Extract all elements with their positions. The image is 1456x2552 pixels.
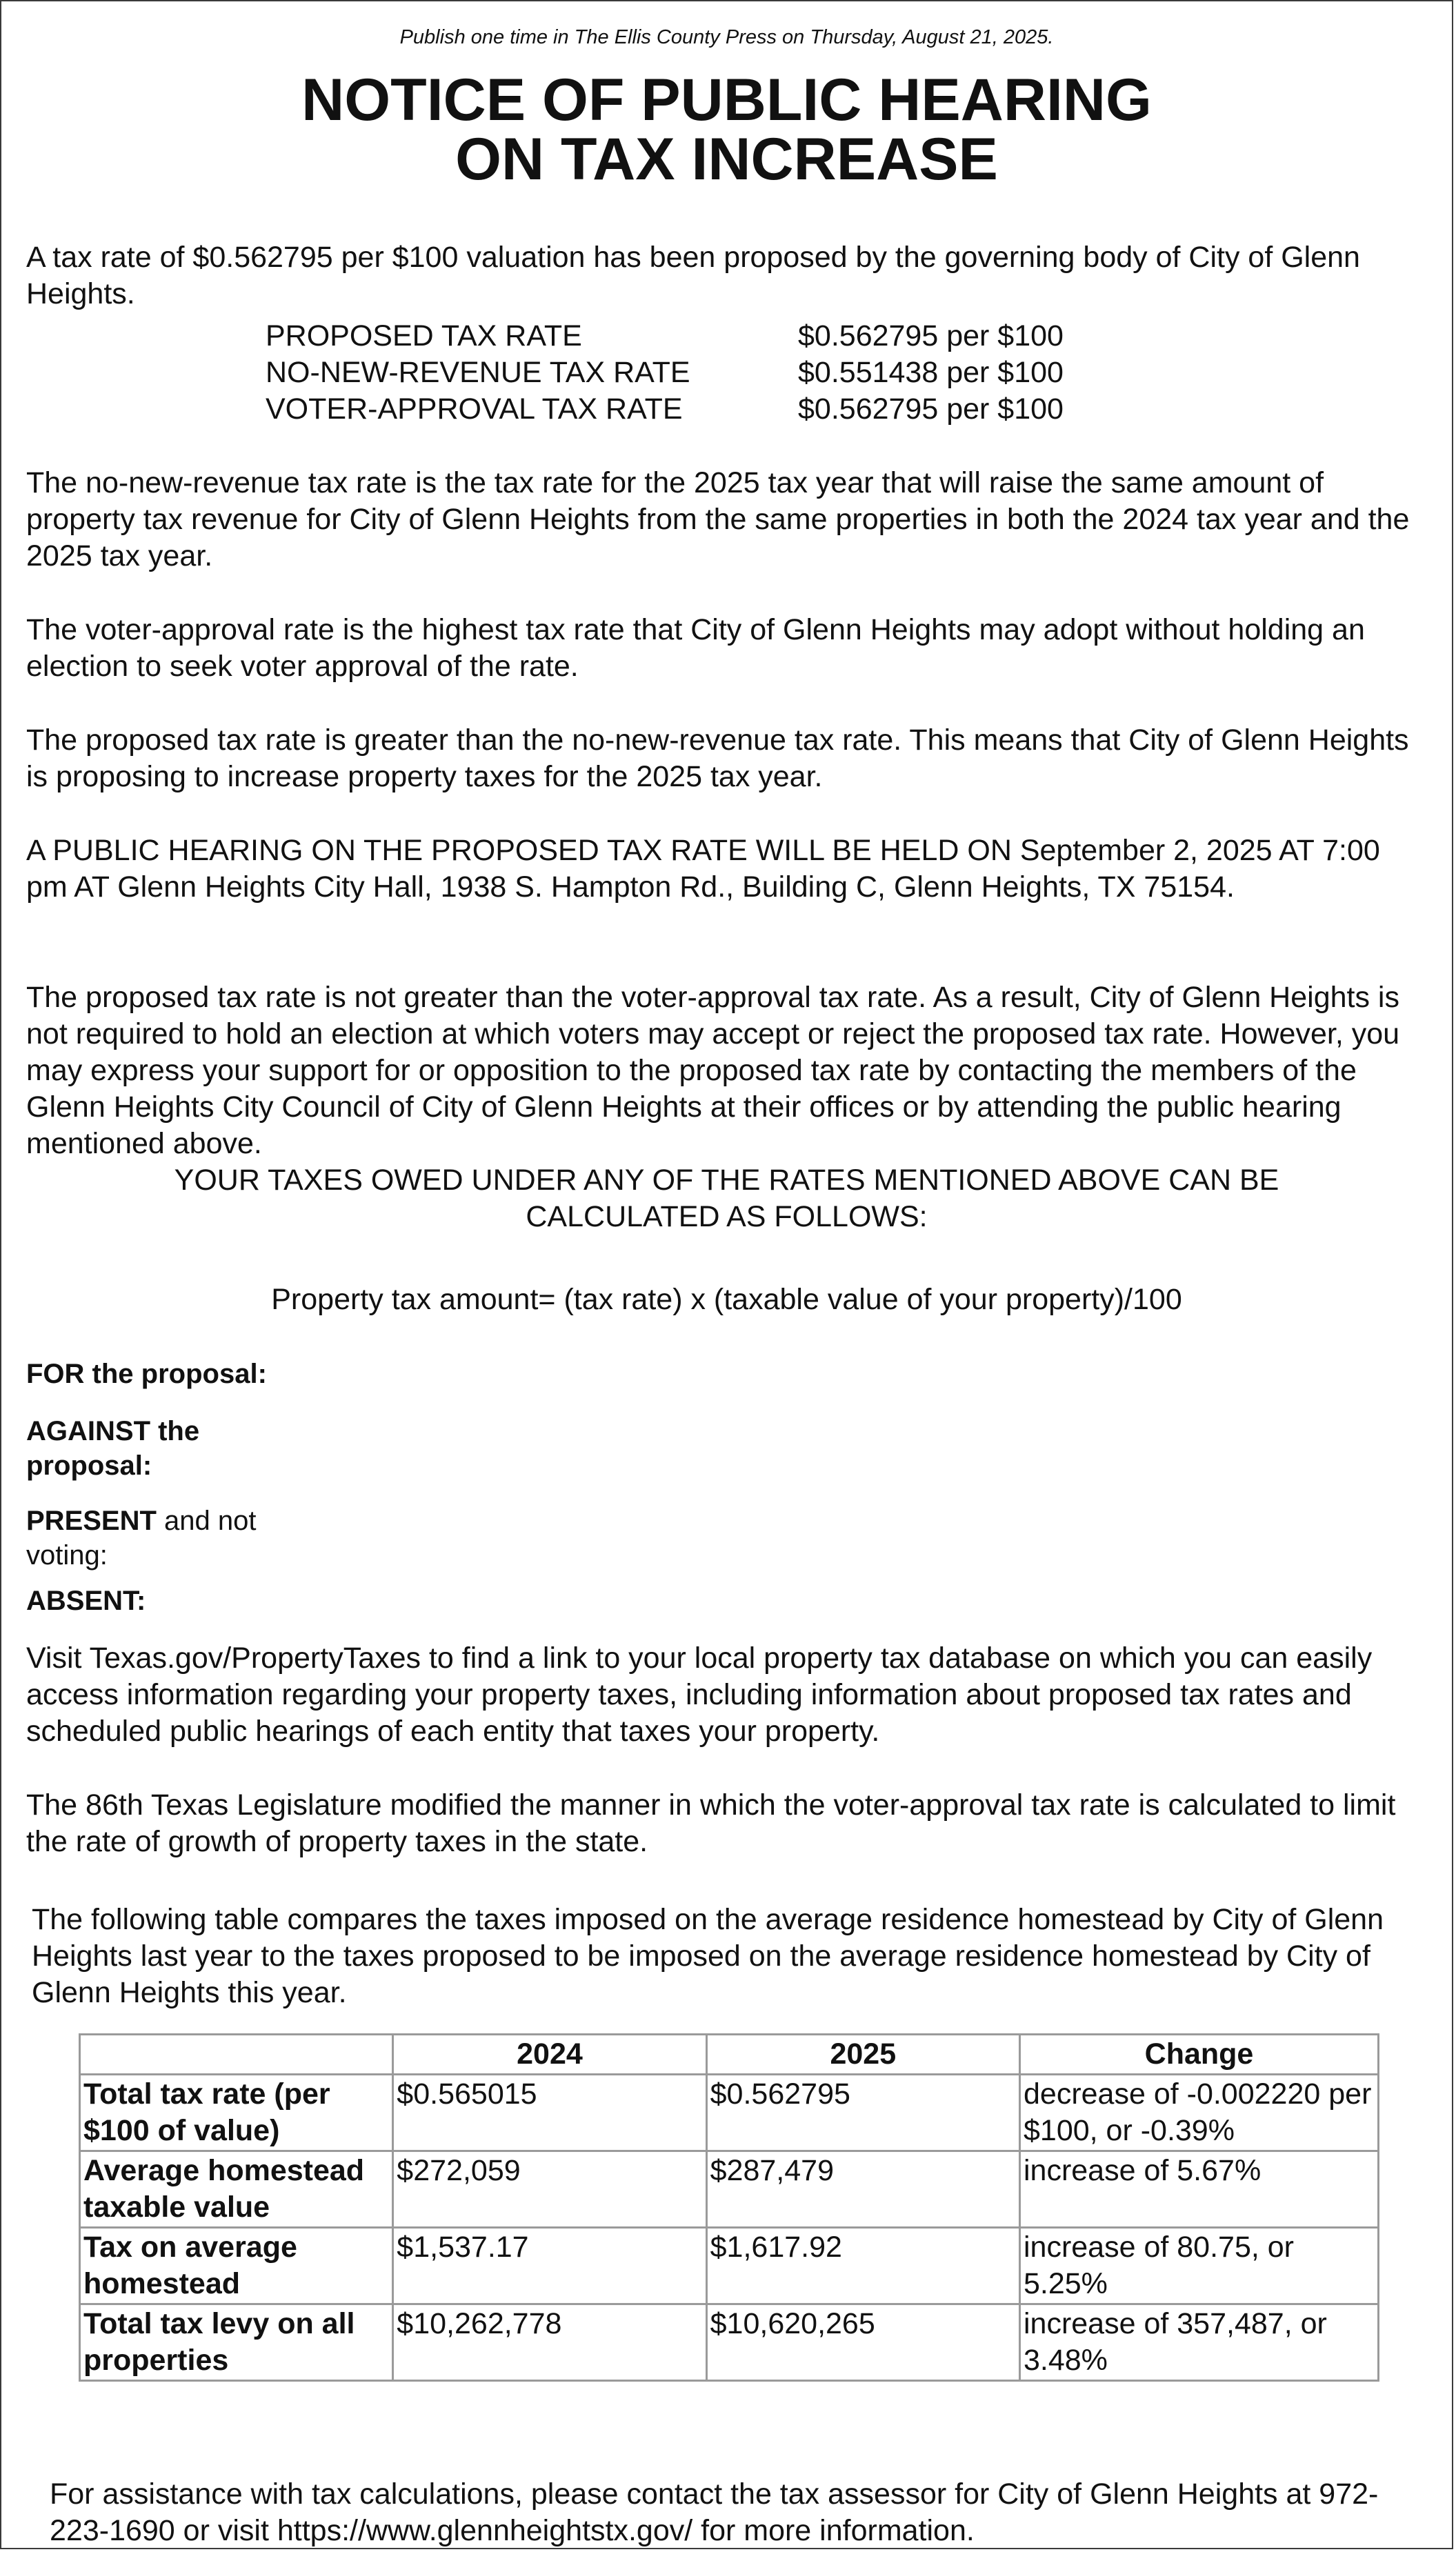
table-row (80, 2304, 1379, 2381)
rate-label: VOTER-APPROVAL TAX RATE (266, 392, 683, 426)
rate-list (266, 318, 1064, 428)
rate-label: PROPOSED TAX RATE (266, 319, 582, 352)
taxes-owed-heading: YOUR TAXES OWED UNDER ANY OF THE RATES MENTIONED ABOVE CAN BE CALCULATED AS FOLLOWS: (174, 1164, 1279, 1233)
table-cell: decrease of -0.002220 per $100, or -0.39% (1019, 2075, 1378, 2151)
assistance-footer: For assistance with tax calculations, please contact the tax assessor for City of Glenn Heights at 972-223-1690 or visit https://www.glennheightstx.gov/ for more information. (50, 2478, 1379, 2547)
table-cell: $287,479 (706, 2151, 1019, 2228)
header-cell (80, 2035, 393, 2075)
rate-row (266, 391, 1064, 428)
table-cell: $10,262,778 (393, 2304, 706, 2381)
not-greater-paragraph: The proposed tax rate is not greater than the voter-approval tax rate. As a result, City of Glenn Heights is not required to hold an election at which voters may accept or reject the proposed tax rate. However, you may express your support for or opposition to the proposed tax rate by contacting the members of the Glenn Heights City Council of City of Glenn Heights at their offices or by attending the public hearing mentioned above. (26, 981, 1400, 1160)
row-label: Total tax levy on all properties (80, 2304, 393, 2381)
publication-line: Publish one time in The Ellis County Press on Thursday, August 21, 2025. (399, 26, 1054, 48)
tax-comparison-table (79, 2033, 1379, 2382)
vote-for (26, 1357, 316, 1391)
rate-row (266, 318, 1064, 355)
table-cell: $10,620,265 (706, 2304, 1019, 2381)
rate-label: NO-NEW-REVENUE TAX RATE (266, 356, 690, 389)
header-cell: Change (1019, 2035, 1378, 2075)
header-cell: 2024 (393, 2035, 706, 2075)
header-cell: 2025 (706, 2035, 1019, 2075)
greater-rate-paragraph: The proposed tax rate is greater than the no-new-revenue tax rate. This means that City of Glenn Heights is proposing to increase property taxes for the 2025 tax year. (26, 724, 1409, 793)
rate-value: $0.562795 per $100 (798, 392, 1064, 426)
table-cell: increase of 80.75, or 5.25% (1019, 2228, 1378, 2304)
row-label: Total tax rate (per $100 of value) (80, 2075, 393, 2151)
row-label: Tax on average homestead (80, 2228, 393, 2304)
table-row (80, 2075, 1379, 2151)
table-cell: $0.562795 (706, 2075, 1019, 2151)
table-cell: $1,537.17 (393, 2228, 706, 2304)
rate-value: $0.551438 per $100 (798, 356, 1064, 389)
title-line-1: NOTICE OF PUBLIC HEARING (301, 67, 1152, 133)
vote-present-label: PRESENT (26, 1506, 157, 1536)
no-new-revenue-paragraph: The no-new-revenue tax rate is the tax rate for the 2025 tax year that will raise the same amount of property tax revenue for City of Glenn Heights from the same properties in both the 2024 tax year and the 2025 tax year. (26, 466, 1410, 572)
table-row (80, 2228, 1379, 2304)
visit-paragraph: Visit Texas.gov/PropertyTaxes to find a link to your local property tax database on which you can easily access information regarding your property taxes, including information about proposed tax rates and scheduled public hearings of each entity that taxes your property. (26, 1642, 1373, 1748)
intro-paragraph: A tax rate of $0.562795 per $100 valuation has been proposed by the governing body of City of Glenn Heights. (26, 241, 1360, 310)
voter-approval-paragraph: The voter-approval rate is the highest tax rate that City of Glenn Heights may adopt without holding an election to seek voter approval of the rate. (26, 613, 1365, 683)
table-cell: increase of 357,487, or 3.48% (1019, 2304, 1378, 2381)
legislature-paragraph: The 86th Texas Legislature modified the manner in which the voter-approval tax rate is calculated to limit the rate of growth of property taxes in the state. (26, 1788, 1396, 1858)
table-header-row (80, 2035, 1379, 2075)
hearing-paragraph: A PUBLIC HEARING ON THE PROPOSED TAX RATE WILL BE HELD ON September 2, 2025 AT 7:00 pm AT Glenn Heights City Hall, 1938 S. Hampton Rd., Building C, Glenn Heights, TX 75154. (26, 834, 1380, 904)
table-cell: increase of 5.67% (1019, 2151, 1378, 2228)
vote-present (26, 1504, 302, 1573)
rate-value: $0.562795 per $100 (798, 319, 1064, 352)
vote-against-label: AGAINST the proposal: (26, 1416, 200, 1481)
rate-row (266, 355, 1064, 391)
title-line-2: ON TAX INCREASE (455, 126, 998, 192)
tax-formula: Property tax amount= (tax rate) x (taxable value of your property)/100 (271, 1283, 1182, 1316)
vote-absent (26, 1584, 316, 1618)
vote-against (26, 1414, 254, 1483)
table-cell: $0.565015 (393, 2075, 706, 2151)
vote-absent-label: ABSENT: (26, 1586, 146, 1616)
table-row (80, 2151, 1379, 2228)
vote-present-rest: and not voting: (26, 1506, 257, 1571)
table-intro-paragraph: The following table compares the taxes imposed on the average residence homestead by City of Glenn Heights last year to the taxes proposed to be imposed on the average residence homestead by City of Glenn Heights this year. (32, 1903, 1384, 2009)
table-cell: $272,059 (393, 2151, 706, 2228)
vote-for-label: FOR the proposal: (26, 1359, 267, 1389)
table-cell: $1,617.92 (706, 2228, 1019, 2304)
notice-title (1, 67, 1452, 192)
row-label: Average homestead taxable value (80, 2151, 393, 2228)
